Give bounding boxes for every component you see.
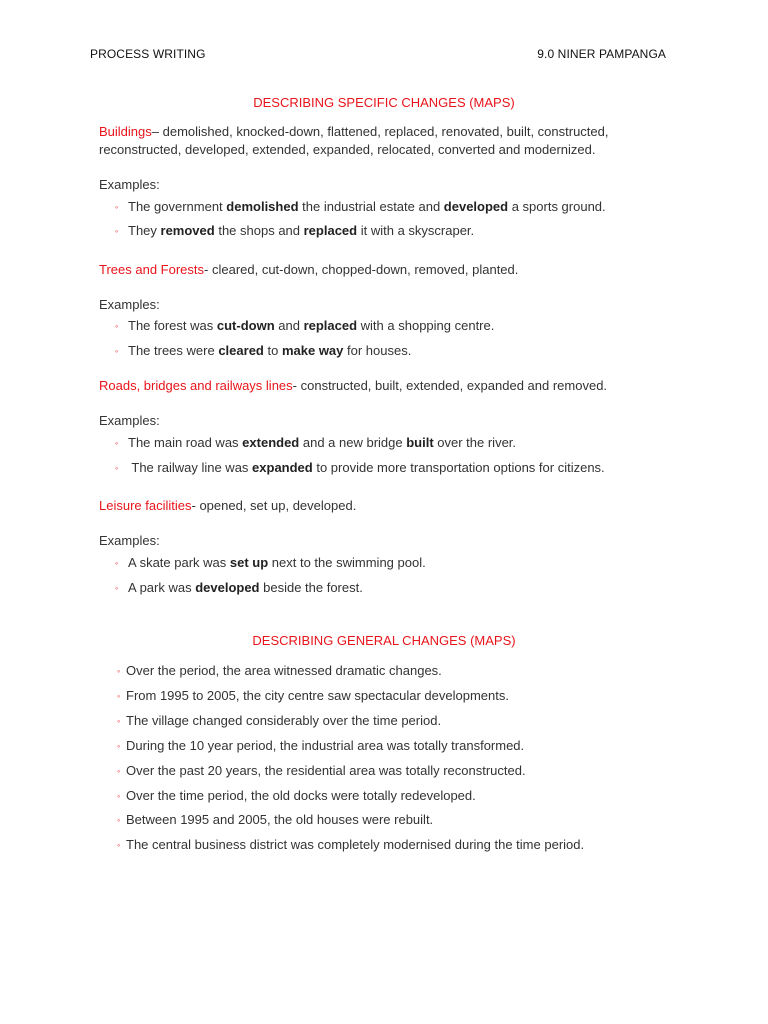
bullet-icon: ◦ — [117, 716, 121, 726]
example-item: ◦ The trees were cleared to make way for houses. — [115, 343, 412, 358]
separator: - — [204, 262, 212, 277]
general-item: ◦ The village changed considerably over the time period. — [117, 713, 442, 728]
buildings-vocabulary — [99, 123, 659, 159]
bullet-icon: ◦ — [115, 202, 119, 212]
general-item: ◦ From 1995 to 2005, the city centre saw spectacular developments. — [117, 688, 509, 703]
category-roads-bridges: Roads, bridges and railways lines — [99, 378, 293, 393]
example-item: ◦ A park was developed beside the forest. — [115, 580, 363, 595]
category-trees-forests: Trees and Forests — [99, 262, 205, 277]
vocabulary-line: constructed, built, extended, expanded and removed. — [300, 378, 608, 393]
example-item: ◦ The main road was extended and a new bridge built over the river. — [115, 435, 517, 450]
general-item: ◦ Over the time period, the old docks were totally redeveloped. — [117, 788, 476, 803]
bullet-icon: ◦ — [115, 583, 119, 593]
vocabulary-line: opened, set up, developed. — [199, 498, 357, 513]
general-item: ◦ Over the past 20 years, the residential area was totally reconstructed. — [117, 763, 526, 778]
examples-label: Examples: — [99, 533, 160, 548]
general-item: ◦ The central business district was completely modernised during the time period. — [117, 837, 585, 852]
bullet-icon: ◦ — [117, 741, 121, 751]
category-buildings: Buildings — [99, 124, 152, 139]
header-right: 9.0 NINER PAMPANGA — [537, 47, 666, 61]
general-changes-title: DESCRIBING GENERAL CHANGES (MAPS) — [252, 633, 516, 648]
separator: - — [191, 498, 200, 513]
general-item: ◦ Between 1995 and 2005, the old houses were rebuilt. — [117, 812, 434, 827]
roads-vocabulary — [99, 377, 659, 395]
bullet-icon: ◦ — [117, 815, 121, 825]
bullet-icon: ◦ — [117, 691, 121, 701]
bullet-icon: ◦ — [117, 791, 121, 801]
general-item: ◦ During the 10 year period, the industrial area was totally transformed. — [117, 738, 525, 753]
example-item: ◦ The railway line was expanded to provide more transportation options for citizens. — [115, 460, 605, 475]
specific-changes-title: DESCRIBING SPECIFIC CHANGES (MAPS) — [253, 95, 515, 110]
example-item: ◦ The government demolished the industrial estate and developed a sports ground. — [115, 199, 606, 214]
bullet-icon: ◦ — [115, 226, 119, 236]
bullet-icon: ◦ — [115, 558, 119, 568]
example-item: ◦ They removed the shops and replaced it with a skyscraper. — [115, 223, 475, 238]
bullet-icon: ◦ — [115, 438, 119, 448]
bullet-icon: ◦ — [117, 840, 121, 850]
vocabulary-line: reconstructed, developed, extended, expanded, relocated, converted and modernized. — [99, 142, 596, 157]
trees-vocabulary — [99, 261, 659, 279]
separator: - — [292, 378, 301, 393]
vocabulary-line: cleared, cut-down, chopped-down, removed, planted. — [211, 262, 519, 277]
bullet-icon: ◦ — [115, 321, 119, 331]
bullet-icon: ◦ — [117, 766, 121, 776]
bullet-icon: ◦ — [117, 666, 121, 676]
category-leisure-facilities: Leisure facilities — [99, 498, 192, 513]
example-item: ◦ A skate park was set up next to the swimming pool. — [115, 555, 426, 570]
vocabulary-line: demolished, knocked-down, flattened, replaced, renovated, built, constructed, — [162, 124, 609, 139]
leisure-vocabulary — [99, 497, 659, 515]
examples-label: Examples: — [99, 413, 160, 428]
general-item: ◦ Over the period, the area witnessed dramatic changes. — [117, 663, 442, 678]
header-left: PROCESS WRITING — [90, 47, 206, 61]
bullet-icon: ◦ — [115, 463, 119, 473]
example-item: ◦ The forest was cut-down and replaced with a shopping centre. — [115, 318, 495, 333]
examples-label: Examples: — [99, 177, 160, 192]
examples-label: Examples: — [99, 297, 160, 312]
separator: – — [151, 124, 163, 139]
bullet-icon: ◦ — [115, 346, 119, 356]
